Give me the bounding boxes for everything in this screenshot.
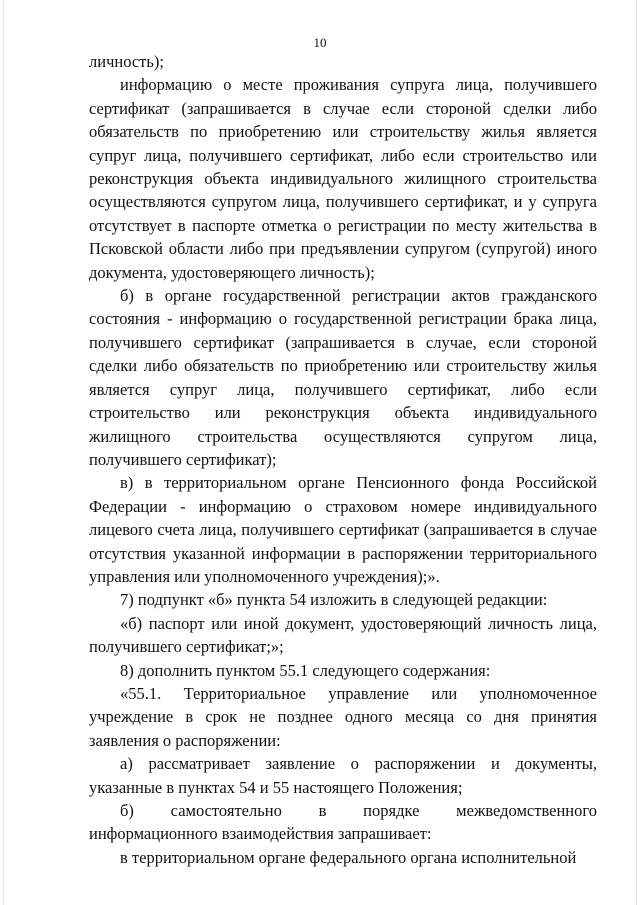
paragraph-item-8: 8) дополнить пунктом 55.1 следующего содержания: xyxy=(120,660,491,680)
paragraph-spouse-residence: информацию о месте проживания супруга лица, получившего сертификат (запрашивается в случае если стороной сделки либо обязательств по приобретению или строительству жилья является супруг лица, получившего сертификат, либо если строительство или реконструкция объекта индивидуального жилищного строительства осуществляются супругом лица, получившего сертификат, и у супруга отсутствует в паспорте отметка о регистрации по месту жительства в Псковской области либо при предъявлении супругом (супругой) иного документа, удостоверяющего личность); xyxy=(89,75,597,282)
paragraph-subitem-b: б) самостоятельно в порядке межведомственного информационного взаимодействия запрашивает: xyxy=(89,801,597,844)
paragraph-continuation: личность); xyxy=(89,52,164,71)
paragraph-civil-registry: б) в органе государственной регистрации актов гражданского состояния - информацию о государственной регистрации брака лица, получившего сертификат (запрашивается в случае, если стороной сделки либо обязательств по приобретению или строительству жилья является супруг лица, получившего сертификат, либо если строительство или реконструкция объекта индивидуального жилищного строительства осуществляются супругом лица, получившего сертификат); xyxy=(89,286,597,469)
paragraph-federal-body: в территориальном органе федерального органа исполнительной xyxy=(120,847,577,867)
paragraph-passport: «б) паспорт или иной документ, удостоверяющий личность лица, получившего сертификат;»; xyxy=(89,613,597,657)
paragraph-subitem-a: а) рассматривает заявление о распоряжении и документы, указанные в пунктах 54 и 55 настоящего Положения; xyxy=(89,754,597,797)
scan-edge-right xyxy=(636,0,637,905)
paragraph-pension-fund: в) в территориальном органе Пенсионного фонда Российской Федерации - информацию о страховом номере индивидуального лицевого счета лица, получившего сертификат (запрашивается в случае отсутствия указанной информации в распоряжении территориального управления или уполномоченного учреждения);». xyxy=(89,473,597,586)
document-body xyxy=(89,50,597,869)
page-number: 10 xyxy=(313,35,327,50)
scan-edge-left xyxy=(3,0,4,905)
paragraph-item-7: 7) подпункт «б» пункта 54 изложить в следующей редакции: xyxy=(120,590,548,610)
paragraph-55-1: «55.1. Территориальное управление или уполномоченное учреждение в срок не позднее одного месяца со дня принятия заявления о распоряжении: xyxy=(89,683,597,750)
